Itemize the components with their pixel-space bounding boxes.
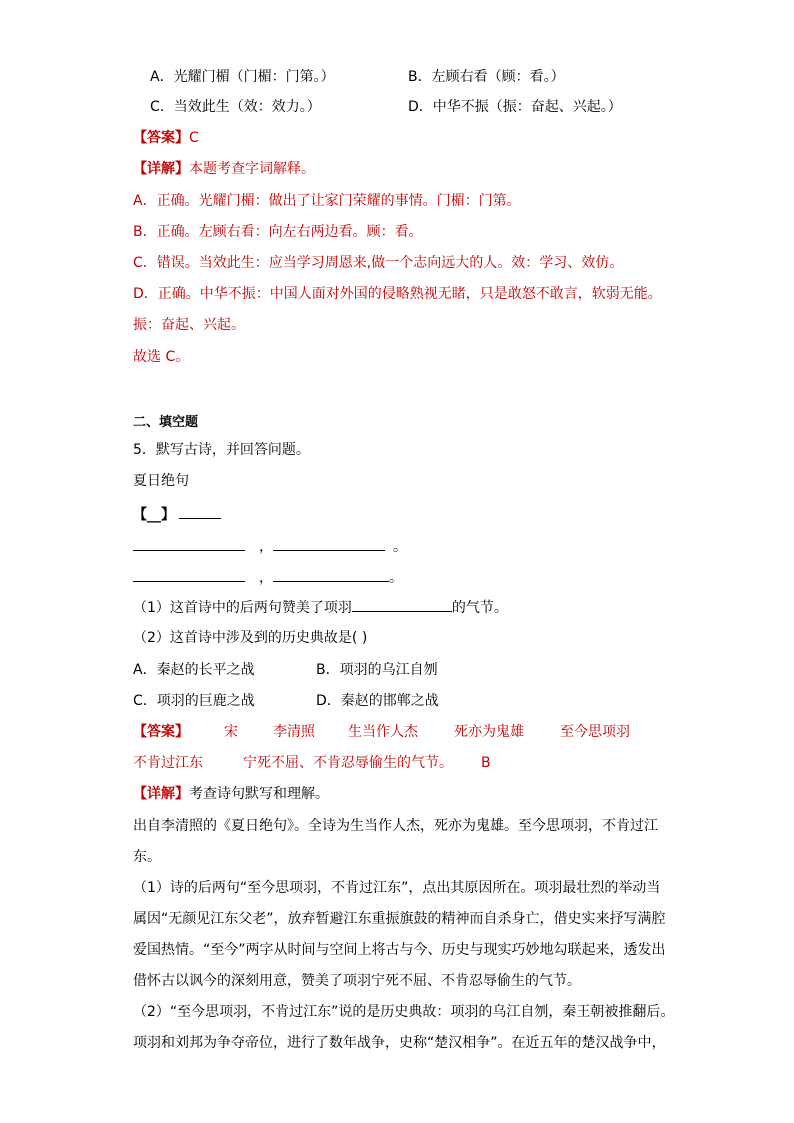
detail-label: 【详解】 [133,786,189,802]
section-heading: 二、填空题 [133,415,199,430]
detail-line: 借怀古以讽今的深刻用意，赞美了项羽宁死不屈、不肯忍辱偷生的气节。 [133,973,581,989]
q4-detail-line-d-cont: 振：奋起、兴起。 [133,317,245,333]
q4-detail-line-c: C．错误。当效此生：应当学习周恩来,做一个志向远大的人。效：学习、效仿。 [133,255,624,271]
author-blank [179,504,221,519]
q5-prompt: 5．默写古诗，并回答问题。 [133,442,310,458]
q4-option-c: C．当效此生（效：效力。） [150,99,321,115]
answer-line-2: 死亦为鬼雄 [454,724,524,740]
q5-sub2: （2）这首诗中涉及到的历史典故是( ) [133,630,368,646]
q5-answer-row-2 [133,753,491,773]
sub1-text-b: 的气节。 [451,600,508,616]
detail-line: 出自李清照的《夏日绝句》。全诗为生当作人杰，死亦为鬼雄。至今思项羽，不肯过江 [133,818,658,834]
detail-line: 项羽和刘邦为争夺帝位，进行了数年战争，史称“楚汉相争”。在近五年的楚汉战争中， [133,1035,666,1051]
q4-option-a: A．光耀门楣（门楣：门第。） [150,69,335,85]
q5-option-c: C．项羽的巨鹿之战 [133,693,255,709]
period-2: 。 [389,570,403,586]
q4-detail-line-a: A．正确。光耀门楣：做出了让家门荣耀的事情。门楣：门第。 [133,193,521,209]
detail-line: （1）诗的后两句“至今思项羽，不肯过江东”，点出其原因所在。项羽最壮烈的举动当 [133,880,661,896]
detail-intro: 本题考查字词解释。 [189,161,315,177]
q5-sub1 [133,597,508,618]
poem-line-1 [133,536,407,557]
answer-label: 【答案】 [133,130,189,146]
answer-author: 李清照 [273,724,315,740]
comma-2: ， [259,570,273,586]
q5-option-a: A．秦赵的长平之战 [133,662,255,678]
poem-title: 夏日绝句 [133,473,189,489]
answer-sub1: 宁死不屈、不肯忍辱偷生的气节。 [243,755,453,771]
q4-detail-line-b: B．正确。左顾右看：向左右两边看。顾：看。 [133,224,423,240]
comma-1: ， [259,539,273,555]
answer-line-1: 生当作人杰 [348,724,418,740]
period-1: 。 [393,539,407,555]
q4-answer [133,128,199,148]
answer-line-4: 不肯过江东 [133,755,203,771]
q4-option-b: B．左顾右看（顾：看。） [408,69,565,85]
detail-line: 东。 [133,849,161,865]
answer-dynasty: 宋 [224,724,238,740]
blank-1 [133,536,245,551]
answer-value: C [189,130,199,146]
detail-line: （2）“至今思项羽，不肯过江东”说的是历史典故：项羽的乌江自刎，秦王朝被推翻后。 [133,1004,675,1020]
q4-detail [133,159,315,179]
answer-label: 【答案】 [133,724,189,740]
q5-option-b: B．项羽的乌江自刎 [316,662,438,678]
blank-2 [273,536,385,551]
detail-label: 【详解】 [133,161,189,177]
q5-answer-row-1 [133,722,630,742]
q4-detail-line-d: D．正确。中华不振：中国人面对外国的侵略熟视无睹，只是敢怒不敢言，软弱无能。 [133,286,662,302]
detail-line: 爱国热情。“至今”两字从时间与空间上将古与今、历史与现实巧妙地勾联起来，透发出 [133,942,666,958]
answer-sub2: B [481,755,491,771]
q4-conclusion: 故选 C。 [133,349,190,365]
sub1-text-a: （1）这首诗中的后两句赞美了项羽 [133,600,352,616]
sub1-blank [352,597,452,612]
q4-option-d: D．中华不振（振：奋起、兴起。） [408,99,622,115]
blank-3 [133,567,245,582]
detail-intro: 考查诗句默写和理解。 [189,786,329,802]
blank-4 [273,567,389,582]
author-line [133,504,221,525]
dynasty-bracket: 【__】 [133,507,175,523]
q5-option-d: D．秦赵的邯郸之战 [316,693,439,709]
q5-detail [133,784,329,804]
answer-line-3: 至今思项羽 [560,724,630,740]
detail-line: 属因“无颜见江东父老”，放弃暂避江东重振旗鼓的精神而自杀身亡，借史实来抒写满腔 [133,911,666,927]
poem-line-2 [133,567,403,588]
